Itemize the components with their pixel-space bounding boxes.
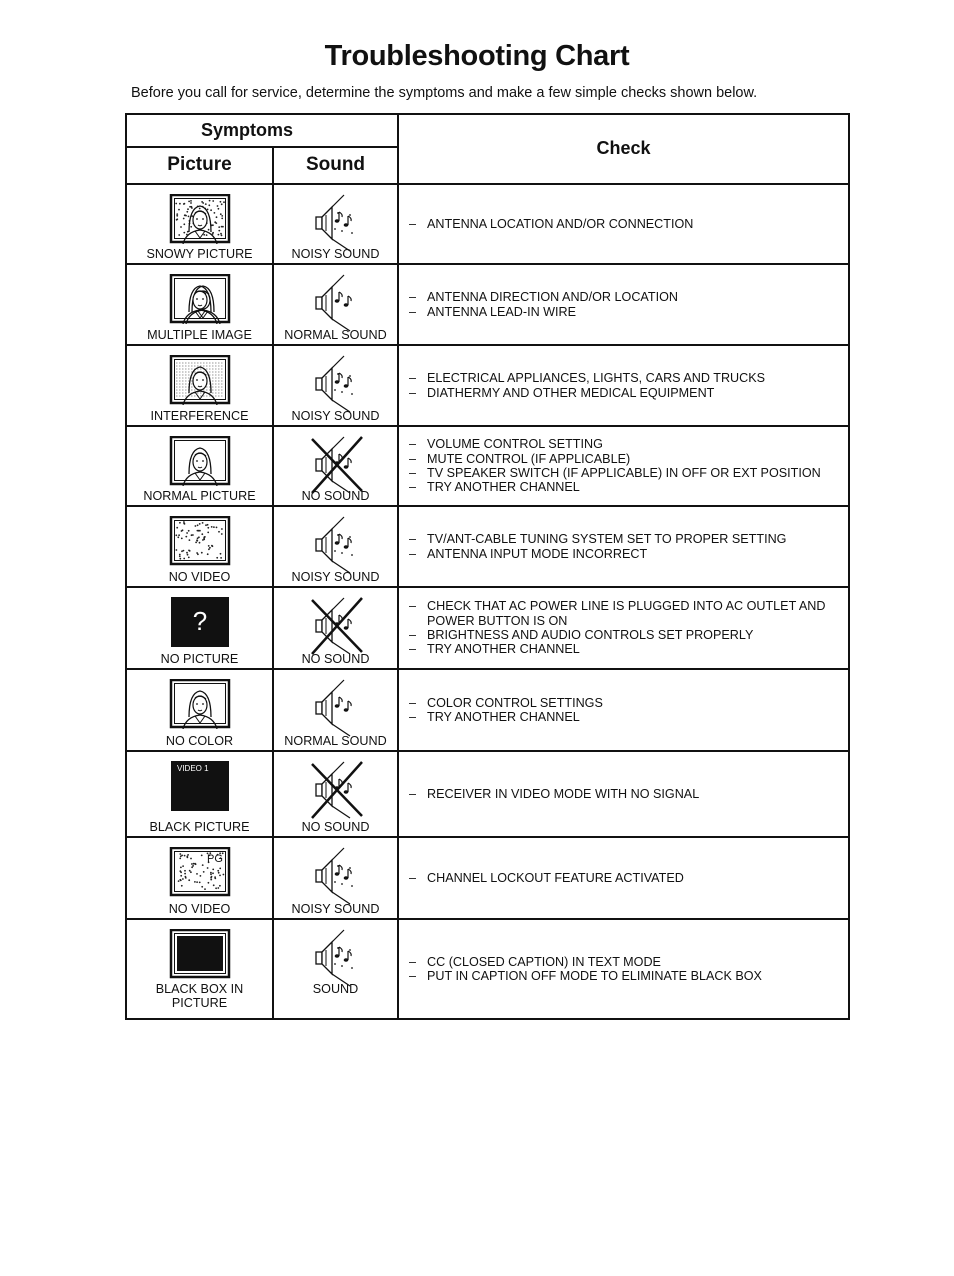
check-item: – COLOR CONTROL SETTINGS bbox=[409, 695, 603, 710]
interference-icon bbox=[169, 355, 231, 405]
no-sound-icon bbox=[306, 433, 366, 495]
noisy-sound-icon bbox=[306, 844, 366, 906]
sound-label: NOISY SOUND bbox=[291, 247, 380, 261]
picture-header: Picture bbox=[127, 148, 274, 183]
picture-cell bbox=[127, 588, 274, 668]
sound-cell bbox=[274, 507, 399, 586]
sound-label: NOISY SOUND bbox=[291, 902, 380, 916]
sound-cell bbox=[274, 427, 399, 505]
check-item: – MUTE CONTROL (IF APPLICABLE) bbox=[409, 451, 631, 466]
table-row bbox=[127, 920, 848, 1018]
picture-cell bbox=[127, 838, 274, 918]
noisy-sound-icon bbox=[306, 191, 366, 253]
snowy-picture-icon bbox=[169, 194, 231, 244]
check-item: – CHECK THAT AC POWER LINE IS PLUGGED INTO AC OUTLET AND POWER BUTTON IS ON bbox=[409, 599, 848, 628]
check-item-text: CHECK THAT AC POWER LINE IS PLUGGED INTO AC OUTLET AND POWER BUTTON IS ON bbox=[427, 599, 826, 628]
no-video-icon bbox=[169, 516, 231, 566]
check-cell bbox=[399, 670, 848, 750]
sound-label: NOISY SOUND bbox=[291, 570, 380, 584]
picture-label: NO VIDEO bbox=[168, 570, 231, 584]
table-row bbox=[127, 265, 848, 346]
sound-label: NORMAL SOUND bbox=[284, 734, 387, 748]
symptoms-header: Symptoms bbox=[127, 115, 397, 148]
check-item: – TRY ANOTHER CHANNEL bbox=[409, 642, 580, 657]
check-item-text: TV SPEAKER SWITCH (IF APPLICABLE) IN OFF OR EXT POSITION bbox=[427, 466, 821, 480]
sound-header: Sound bbox=[305, 154, 366, 175]
no-video-pg-icon bbox=[169, 847, 231, 897]
check-item: – CC (CLOSED CAPTION) IN TEXT MODE bbox=[409, 954, 661, 969]
picture-label: NO VIDEO bbox=[168, 902, 231, 916]
page-title: Troubleshooting Chart bbox=[324, 40, 630, 72]
normal-sound-icon bbox=[306, 676, 366, 738]
check-item-text: RECEIVER IN VIDEO MODE WITH NO SIGNAL bbox=[427, 786, 700, 801]
picture-label: BLACK BOX IN PICTURE bbox=[155, 982, 244, 1010]
check-item-text: BRIGHTNESS AND AUDIO CONTROLS SET PROPERLY bbox=[427, 628, 754, 642]
picture-label: BLACK PICTURE bbox=[149, 820, 250, 834]
sound-cell bbox=[274, 588, 399, 668]
sound-label: NOISY SOUND bbox=[291, 409, 380, 423]
table-row bbox=[127, 427, 848, 507]
table-row bbox=[127, 507, 848, 588]
no-sound-icon bbox=[306, 758, 366, 820]
picture-cell bbox=[127, 920, 274, 1018]
intro-text: Before you call for service, determine the symptoms and make a few simple checks shown below. bbox=[131, 85, 758, 101]
check-item: – TV/ANT-CABLE TUNING SYSTEM SET TO PROPER SETTING bbox=[409, 532, 787, 547]
noisy-sound-icon bbox=[306, 352, 366, 414]
check-item: – CHANNEL LOCKOUT FEATURE ACTIVATED bbox=[409, 870, 684, 885]
noisy-sound-icon bbox=[306, 513, 366, 575]
check-item-text: TRY ANOTHER CHANNEL bbox=[427, 480, 580, 495]
normal-sound-icon bbox=[306, 271, 366, 333]
table-row bbox=[127, 185, 848, 265]
multiple-image-icon bbox=[169, 274, 231, 324]
check-item-text: CC (CLOSED CAPTION) IN TEXT MODE bbox=[427, 954, 661, 969]
sound-cell bbox=[274, 185, 399, 263]
sound-cell bbox=[274, 265, 399, 344]
picture-cell bbox=[127, 265, 274, 344]
symptoms-header-group bbox=[127, 115, 399, 183]
sound-cell bbox=[274, 670, 399, 750]
check-item-text: DIATHERMY AND OTHER MEDICAL EQUIPMENT bbox=[427, 385, 715, 400]
table-row bbox=[127, 838, 848, 920]
picture-label: NORMAL PICTURE bbox=[143, 489, 256, 503]
check-cell bbox=[399, 752, 848, 836]
picture-cell bbox=[127, 427, 274, 505]
sound-cell bbox=[274, 920, 399, 1018]
picture-label: SNOWY PICTURE bbox=[146, 247, 253, 261]
picture-cell bbox=[127, 185, 274, 263]
check-cell bbox=[399, 427, 848, 505]
picture-cell bbox=[127, 346, 274, 425]
sound-label: NO SOUND bbox=[301, 652, 370, 666]
check-item: – RECEIVER IN VIDEO MODE WITH NO SIGNAL bbox=[409, 786, 700, 801]
sound-label: NORMAL SOUND bbox=[284, 328, 387, 342]
table-row bbox=[127, 752, 848, 838]
picture-label: NO COLOR bbox=[165, 734, 234, 748]
check-item-text: COLOR CONTROL SETTINGS bbox=[427, 695, 603, 710]
no-color-icon bbox=[169, 679, 231, 729]
check-item: – ANTENNA LEAD-IN WIRE bbox=[409, 304, 577, 319]
sound-cell bbox=[274, 346, 399, 425]
check-item: – ANTENNA LOCATION AND/OR CONNECTION bbox=[409, 216, 694, 231]
check-item: – TRY ANOTHER CHANNEL bbox=[409, 710, 580, 724]
check-item-text: ELECTRICAL APPLIANCES, LIGHTS, CARS AND TRUCKS bbox=[427, 371, 766, 386]
black-picture-icon bbox=[169, 761, 231, 811]
picture-cell bbox=[127, 670, 274, 750]
check-item-text: VOLUME CONTROL SETTING bbox=[427, 437, 603, 452]
sound-cell bbox=[274, 752, 399, 836]
picture-cell bbox=[127, 752, 274, 836]
check-item: – TRY ANOTHER CHANNEL bbox=[409, 480, 580, 495]
check-item: – ELECTRICAL APPLIANCES, LIGHTS, CARS AND TRUCKS bbox=[409, 371, 766, 386]
check-item: – ANTENNA DIRECTION AND/OR LOCATION bbox=[409, 290, 678, 305]
check-item: – BRIGHTNESS AND AUDIO CONTROLS SET PROPERLY bbox=[409, 628, 754, 642]
no-sound-icon bbox=[306, 594, 366, 656]
no-picture-icon bbox=[169, 597, 231, 647]
check-item: – DIATHERMY AND OTHER MEDICAL EQUIPMENT bbox=[409, 385, 715, 400]
svg-text:VIDEO 1: VIDEO 1 bbox=[177, 764, 209, 773]
check-item: – ANTENNA INPUT MODE INCORRECT bbox=[409, 546, 648, 561]
svg-text:?: ? bbox=[192, 606, 208, 636]
check-item-text: ANTENNA DIRECTION AND/OR LOCATION bbox=[427, 290, 678, 305]
check-item-text: PUT IN CAPTION OFF MODE TO ELIMINATE BLACK BOX bbox=[427, 969, 762, 983]
normal-picture-icon bbox=[169, 436, 231, 486]
check-item-text: TRY ANOTHER CHANNEL bbox=[427, 710, 580, 724]
check-item-text: TV/ANT-CABLE TUNING SYSTEM SET TO PROPER SETTING bbox=[427, 532, 787, 547]
check-item-text: MUTE CONTROL (IF APPLICABLE) bbox=[427, 451, 631, 466]
table-body bbox=[127, 185, 848, 1018]
troubleshooting-table bbox=[125, 113, 850, 1020]
picture-label: INTERFERENCE bbox=[150, 409, 249, 423]
table-row bbox=[127, 670, 848, 752]
table-row bbox=[127, 346, 848, 427]
check-cell bbox=[399, 920, 848, 1018]
check-item: – TV SPEAKER SWITCH (IF APPLICABLE) IN OFF OR EXT POSITION bbox=[409, 466, 821, 480]
sound-cell bbox=[274, 838, 399, 918]
picture-cell bbox=[127, 507, 274, 586]
check-cell bbox=[399, 588, 848, 668]
check-item-text: TRY ANOTHER CHANNEL bbox=[427, 642, 580, 657]
noisy-sound-icon bbox=[306, 926, 366, 988]
picture-label: MULTIPLE IMAGE bbox=[147, 328, 252, 342]
check-cell bbox=[399, 265, 848, 344]
check-item-text: ANTENNA LOCATION AND/OR CONNECTION bbox=[427, 216, 694, 231]
table-row bbox=[127, 588, 848, 670]
check-item-text: ANTENNA LEAD-IN WIRE bbox=[427, 304, 577, 319]
check-item: – PUT IN CAPTION OFF MODE TO ELIMINATE BLACK BOX bbox=[409, 969, 762, 983]
sound-label: NO SOUND bbox=[301, 489, 370, 503]
check-item: – VOLUME CONTROL SETTING bbox=[409, 437, 603, 452]
table-header bbox=[127, 115, 848, 185]
check-header: Check bbox=[596, 138, 651, 158]
check-cell bbox=[399, 838, 848, 918]
check-cell bbox=[399, 507, 848, 586]
check-item-text: CHANNEL LOCKOUT FEATURE ACTIVATED bbox=[427, 870, 684, 885]
picture-label: NO PICTURE bbox=[160, 652, 239, 666]
sound-label: SOUND bbox=[312, 982, 359, 996]
black-box-icon bbox=[169, 929, 231, 979]
check-cell bbox=[399, 346, 848, 425]
check-item-text: ANTENNA INPUT MODE INCORRECT bbox=[427, 546, 648, 561]
check-cell bbox=[399, 185, 848, 263]
svg-text:PG: PG bbox=[207, 853, 223, 865]
sound-label: NO SOUND bbox=[301, 820, 370, 834]
